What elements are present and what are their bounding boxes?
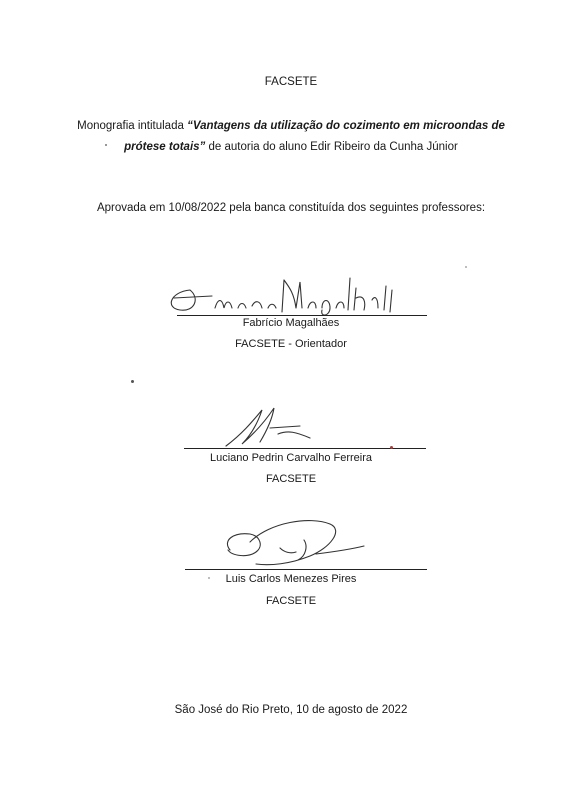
monograph-suffix: de autoria do aluno Edir Ribeiro da Cunha Júnior [205,141,458,153]
scan-speck [208,577,210,579]
examiner-name: Fabrício Magalhães [242,317,340,329]
signature-fabricio [160,268,420,320]
place-and-date: São José do Rio Preto, 10 de agosto de 2022 [174,704,408,716]
monograph-statement [56,116,526,158]
examiner-role: FACSETE - Orientador [235,338,347,350]
examiner-name: Luciano Pedrin Carvalho Ferreira [209,452,373,464]
examiner-role: FACSETE [265,473,317,485]
scan-speck [390,446,393,449]
scan-speck [465,266,467,268]
signature-luciano [222,404,332,450]
monograph-prefix: Monografia intitulada [77,120,188,132]
institution-header: FACSETE [264,76,318,88]
examiner-name: Luis Carlos Menezes Pires [225,573,357,585]
approval-statement: Aprovada em 10/08/2022 pela banca constituída dos seguintes professores: [96,202,486,214]
scan-speck [131,380,134,383]
signature-line [185,569,427,570]
monograph-title: “Vantagens da utilização do cozimento em microondas de prótese totais” [124,120,505,153]
signature-luis [220,514,380,570]
scan-speck [105,144,107,146]
examiner-role: FACSETE [265,595,317,607]
